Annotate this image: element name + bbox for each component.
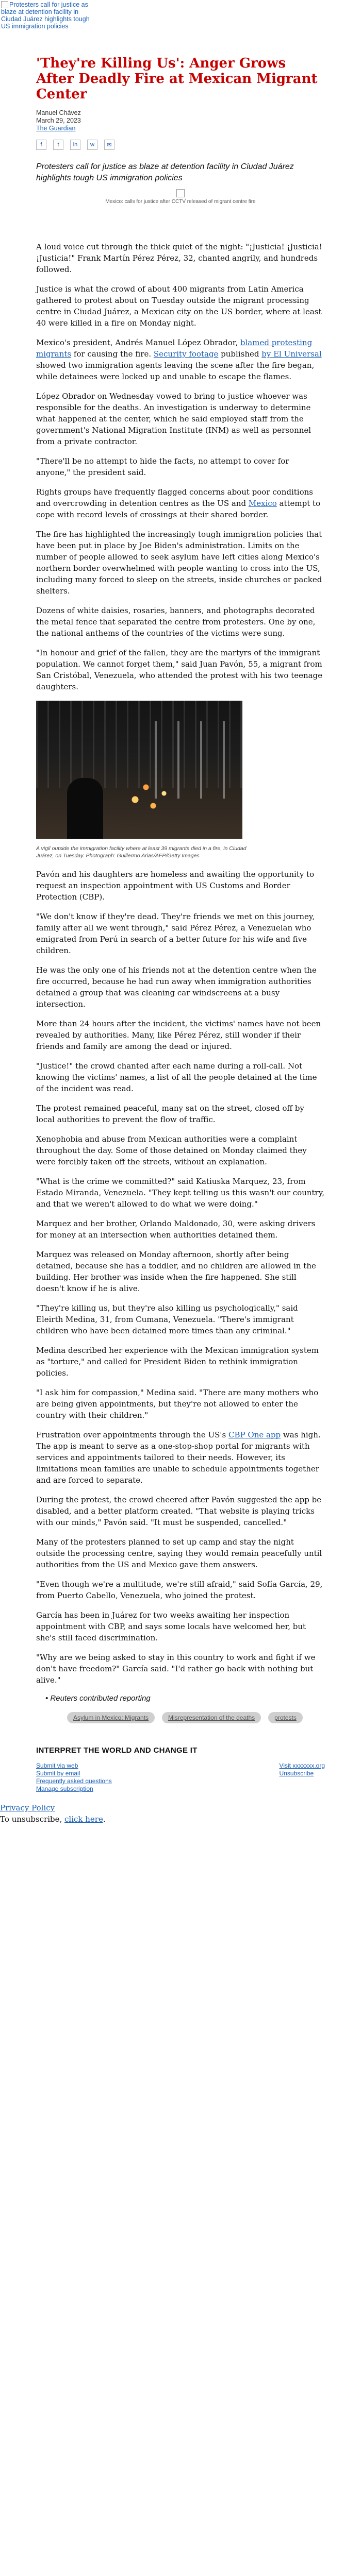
paragraph: Justice is what the crowd of about 400 migrants from Latin America gathered to protest about on Tuesday outside the migrant processing centre in Ciudad Juárez, a Mexican city on the US border, where at least 40 were killed in a fire on Monday night.: [36, 284, 322, 328]
linkedin-icon[interactable]: in: [70, 140, 80, 150]
article-meta: [36, 109, 325, 132]
footer-link-visit-site[interactable]: Visit xxxxxxx.org: [279, 1762, 325, 1769]
header-image-alt-text: Protesters call for justice as blaze at detention facility in Ciudad Juárez highlights tough US immigration policies: [1, 1, 90, 30]
paragraph: "Why are we being asked to stay in this country to work and fight if we don't have freedom?" García said. "I'd rather go back with nothing but alive.": [36, 1653, 316, 1685]
link-blamed-migrants[interactable]: blamed protesting migrants: [36, 338, 313, 359]
paragraph: Marquez and her brother, Orlando Maldonado, 30, were asking drivers for money at an intersection when authorities detained them.: [36, 1219, 316, 1240]
facebook-icon[interactable]: f: [36, 140, 46, 150]
paragraph: "They're killing us, but they're also killing us psychologically," said Eleirth Medina, 31, from Cumana, Venezuela. "There's immigrant children who have been detained more times than any criminal.": [36, 1303, 298, 1335]
paragraph: "In honour and grief of the fallen, they are the martyrs of the immigrant population. We cannot forget them," said Juan Pavón, 55, a migrant from San Cristóbal, Venezuela, who attended the protest with his two teenage daughters.: [36, 648, 323, 691]
paragraph: Frustration over appointments through the US's CBP One app was high. The app is meant to serve as a one-stop-shop portal for migrants with services and appointments tailored to their needs. However, its limitations mean families are unable to schedule appointments together and are forced to separate.: [36, 1430, 321, 1485]
link-cbp-one-app[interactable]: CBP One app: [228, 1430, 281, 1439]
header-image-placeholder: [0, 0, 101, 52]
footer-link-faq[interactable]: Frequently asked questions: [36, 1777, 112, 1785]
link-el-universal[interactable]: by El Universal: [261, 349, 322, 359]
contributor-note: • Reuters contributed reporting: [45, 1694, 151, 1703]
vigil-photo: [36, 701, 242, 839]
footer-link-submit-email[interactable]: Submit by email: [36, 1770, 80, 1777]
top-figure: [36, 189, 325, 205]
tag-pill[interactable]: Misrepresentation of the deaths: [162, 1712, 261, 1723]
footer-link-manage-subscription[interactable]: Manage subscription: [36, 1785, 93, 1792]
paragraph: Marquez was released on Monday afternoon, shortly after being detained, because she has a toddler, and no children are allowed in the building. Her brother was inside when the fire happened. She still doesn't know if he is alive.: [36, 1250, 316, 1293]
paragraph: Medina described her experience with the Mexican immigration system as "torture," and called for President Biden to rethink immigration policies.: [36, 1346, 319, 1378]
paragraph: Many of the protesters planned to set up camp and stay the night outside the processing centre, saying they would remain peacefully until authorities from the US and Mexico gave them answers.: [36, 1537, 322, 1569]
privacy-policy-link[interactable]: Privacy Policy: [0, 1803, 55, 1812]
footer-link-submit-web[interactable]: Submit via web: [36, 1762, 78, 1769]
paragraph: Pavón and his daughters are homeless and awaiting the opportunity to request an inspection appointment with US Customs and Border Protection (CBP).: [36, 870, 315, 902]
article: [36, 0, 325, 1723]
paragraph: "Justice!" the crowd chanted after each name during a roll-call. Not knowing the victims' names, a list of all the people detained at the time of the incident was read.: [36, 1061, 317, 1093]
email-icon[interactable]: ✉: [104, 140, 114, 150]
tag-list: [67, 1712, 325, 1723]
link-security-footage[interactable]: Security footage: [153, 349, 219, 359]
footer-title: INTERPRET THE WORLD AND CHANGE IT: [36, 1746, 198, 1755]
unsubscribe-link[interactable]: click here: [64, 1815, 103, 1824]
paragraph: Mexico's president, Andrés Manuel López Obrador, blamed protesting migrants for causing the fire. Security footage published by El Universal showed two immigration agents leaving the scene after the fire began, while detainees were locked up and unable to escape the flames.: [36, 338, 322, 381]
top-figure-caption: Mexico: calls for justice after CCTV released of migrant centre fire: [105, 199, 256, 205]
tag-pill[interactable]: Asylum in Mexico: Migrants: [67, 1712, 155, 1723]
article-title: 'They're Killing Us': Anger Grows After Deadly Fire at Mexican Migrant Center: [36, 56, 318, 102]
paragraph: Dozens of white daisies, rosaries, banners, and photographs decorated the metal fence that separated the centre from protesters. One by one, the national anthems of the countries of the victims were sung.: [36, 606, 316, 638]
share-row: [36, 140, 325, 150]
paragraph: The protest remained peaceful, many sat on the street, closed off by local authorities to prevent the flow of traffic.: [36, 1104, 304, 1124]
unsubscribe-line: To unsubscribe, click here.: [0, 1815, 106, 1824]
photo-person: [67, 778, 103, 839]
link-mexico[interactable]: Mexico: [248, 499, 277, 508]
paragraph: During the protest, the crowd cheered after Pavón suggested the app be disabled, and a better platform created. "That website is playing tricks with our minds," Pavón said. "It must be suspended, cancelled.": [36, 1495, 322, 1527]
paragraph: More than 24 hours after the incident, the victims' names have not been revealed by authorities. Many, like Pérez Pérez, still wonder if their friends and family are among the dead or injured.: [36, 1019, 321, 1051]
paragraph: "There'll be no attempt to hide the facts, no attempt to cover for anyone," the president said.: [36, 456, 289, 477]
tag-pill[interactable]: protests: [268, 1712, 303, 1723]
standfirst: Protesters call for justice as blaze at detention facility in Ciudad Juárez highlights tough US immigration policies: [36, 162, 294, 182]
source-link[interactable]: The Guardian: [36, 125, 76, 132]
author: Manuel Chávez: [36, 109, 81, 116]
paragraph: López Obrador on Wednesday vowed to bring to justice whoever was responsible for the deaths. An investigation is underway to determine what happened at the center, which he said employed staff from the government's National Migration Institute (INM) as well as personnel from a private contractor.: [36, 392, 311, 446]
paragraph: A loud voice cut through the thick quiet of the night: "¡Justicia! ¡Justicia! ¡Justicia!" Frank Martín Pérez Pérez, 32, chanted angrily, and hundreds followed.: [36, 242, 322, 274]
paragraph: "I ask him for compassion," Medina said. "There are many mothers who are being given appointments, but they're not allowed to enter the country with their children.": [36, 1388, 319, 1420]
footer-links-left: [36, 1762, 112, 1793]
paragraph: Xenophobia and abuse from Mexican authorities were a complaint throughout the day. Some of those detained on Monday claimed they were forcibly taken off the streets, without an explanation.: [36, 1134, 307, 1166]
photo-candles: [113, 762, 186, 824]
whatsapp-icon[interactable]: w: [87, 140, 97, 150]
publish-date: March 29, 2023: [36, 117, 81, 124]
footer-links: [36, 1762, 325, 1793]
paragraph: "We don't know if they're dead. They're friends we met on this journey, family after all we went through," said Pérez Pérez, a Venezuelan who emigrated from Perú in search of a better future for his wife and five children.: [36, 912, 315, 955]
video-thumbnail-icon[interactable]: [176, 189, 185, 197]
paragraph: "Even though we're a multitude, we're still afraid," said Sofía García, 29, from Puerto Cabello, Venezuela, who joined the protest.: [36, 1580, 323, 1600]
footer: [36, 1746, 325, 1793]
paragraph: García has been in Juárez for two weeks awaiting her inspection appointment with CBP, and says some locals have welcomed her, but she's still faced discrimination.: [36, 1611, 306, 1642]
paragraph: The fire has highlighted the increasingly tough immigration policies that have been put in place by Joe Biden's administration. Limits on the number of people allowed to seek asylum have left cities along Mexico's northern border overwhelmed with people wanting to cross into the US, including many forced to sleep on the streets, inside churches or packed shelters.: [36, 530, 322, 596]
paragraph: He was the only one of his friends not at the detention centre when the fire occurred, because he had run away when immigration authorities detained a group that was cleaning car windscreens at a busy intersection.: [36, 965, 317, 1009]
bottom-links: [0, 1793, 361, 1825]
twitter-icon[interactable]: t: [53, 140, 63, 150]
photo-caption: A vigil outside the immigration facility where at least 39 migrants died in a fire, in Ciudad Juárez, on Tuesday. Photograph: Guillermo Arias/AFP/Getty Images: [36, 845, 247, 859]
footer-link-unsubscribe[interactable]: Unsubscribe: [279, 1770, 314, 1777]
paragraph: Rights groups have frequently flagged concerns about poor conditions and overcrowding in detention centres as the US and Mexico attempt to cope with record levels of crossings at their shared border.: [36, 487, 321, 519]
broken-image-icon: [1, 1, 8, 8]
footer-links-right: [280, 1762, 325, 1793]
paragraph: "What is the crime we committed?" said Katiuska Marquez, 23, from Estado Miranda, Venezuela. "They kept telling us this wasn't our country, and that we weren't allowed to do what we were doing.": [36, 1177, 324, 1209]
